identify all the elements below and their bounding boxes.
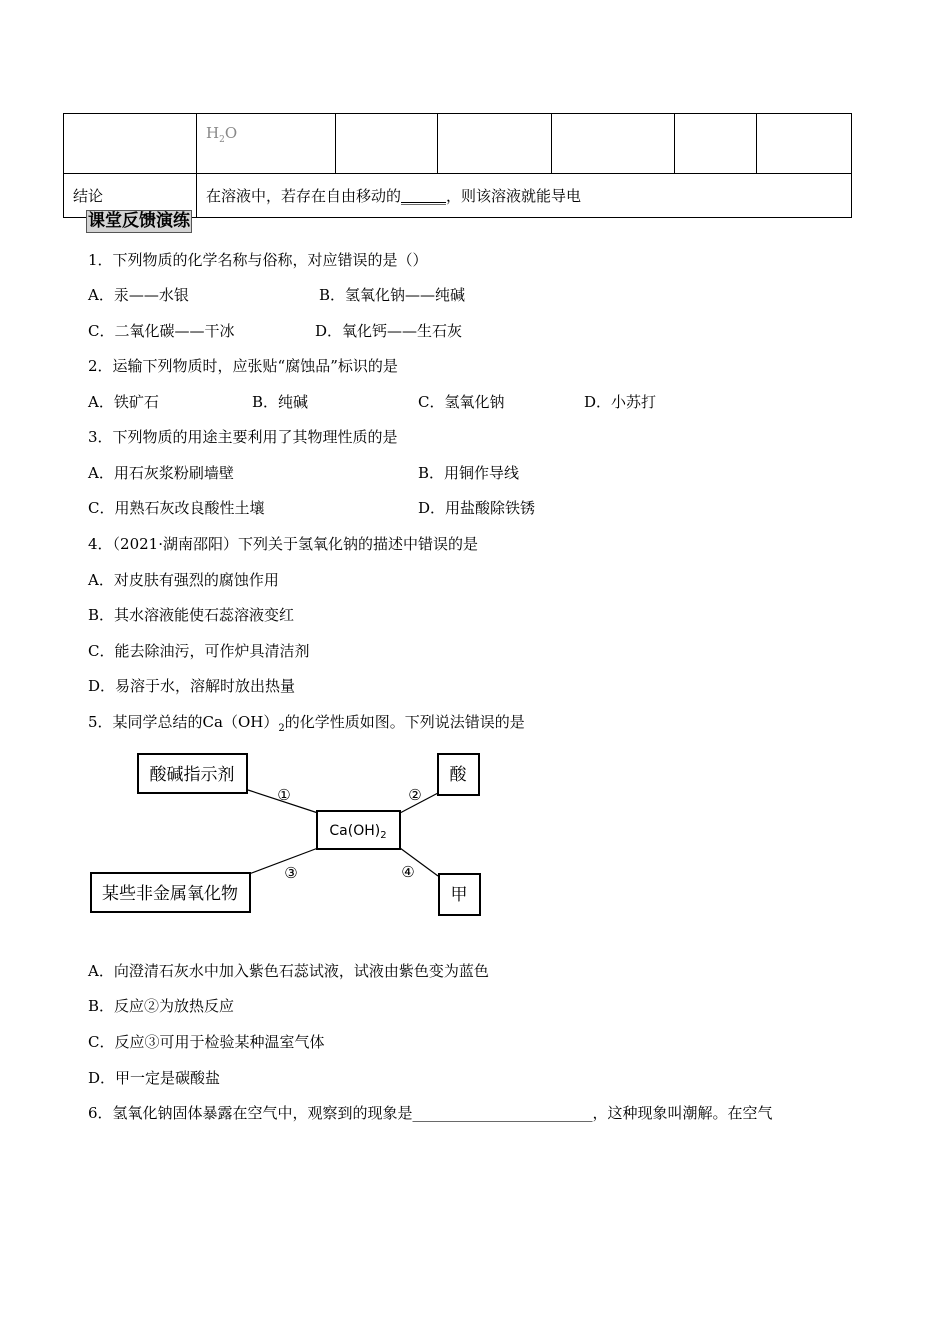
q3-option-a[interactable]: A．用石灰浆粉刷墙壁: [88, 464, 234, 482]
q4-option-c[interactable]: C．能去除油污，可作炉具清洁剂: [88, 642, 310, 660]
q5-option-c[interactable]: C．反应③可用于检验某种温室气体: [88, 1033, 325, 1051]
q5-option-a[interactable]: A．向澄清石灰水中加入紫色石蕊试液，试液由紫色变为蓝色: [88, 962, 489, 980]
acid-label: 酸: [449, 765, 467, 785]
q2-option-b[interactable]: B．纯碱: [252, 393, 309, 411]
q1-option-d[interactable]: D．氧化钙——生石灰: [315, 322, 463, 340]
question-1-stem: 1．下列物质的化学名称与俗称，对应错误的是（）: [88, 251, 428, 269]
table-cell: [675, 114, 757, 174]
table-cell: [552, 114, 675, 174]
conclusion-blank[interactable]: ______: [401, 187, 447, 205]
center-label: $Ca(OH)_2$: [329, 823, 387, 841]
table-cell-h2o: $H_2O$: [197, 114, 336, 174]
q4-option-b[interactable]: B．其水溶液能使石蕊溶液变红: [88, 606, 295, 624]
table-cell: [64, 114, 197, 174]
q2-option-a[interactable]: A．铁矿石: [88, 393, 159, 411]
reaction-number-3: ③: [284, 864, 298, 882]
q2-option-d[interactable]: D．小苏打: [584, 393, 657, 411]
table-cell: [336, 114, 438, 174]
reaction-number-2: ②: [408, 786, 422, 804]
section-title: 课堂反馈演练: [88, 211, 190, 231]
question-2-stem: 2．运输下列物质时，应张贴“腐蚀品”标识的是: [88, 357, 398, 375]
q1-option-b[interactable]: B．氢氧化钠——纯碱: [319, 286, 466, 304]
question-3-stem: 3．下列物质的用途主要利用了其物理性质的是: [88, 428, 398, 446]
q1-option-a[interactable]: A．汞——水银: [88, 286, 189, 304]
question-4-stem: 4．（2021·湖南邵阳）下列关于氢氧化钠的描述中错误的是: [88, 535, 478, 553]
q6-answer-blank[interactable]: ________________________: [412, 1104, 593, 1122]
q4-option-d[interactable]: D．易溶于水，溶解时放出热量: [88, 677, 296, 695]
q3-option-b[interactable]: B．用铜作导线: [418, 464, 520, 482]
table-cell: [438, 114, 552, 174]
caoh2-property-diagram: [86, 748, 486, 920]
q3-option-c[interactable]: C．用熟石灰改良酸性土壤: [88, 499, 265, 517]
q2-option-c[interactable]: C．氢氧化钠: [418, 393, 505, 411]
q4-option-a[interactable]: A．对皮肤有强烈的腐蚀作用: [88, 571, 279, 589]
indicator-label: 酸碱指示剂: [149, 765, 235, 785]
table-cell: [757, 114, 852, 174]
reaction-number-4: ④: [401, 863, 415, 881]
question-5-stem: 5．某同学总结的$Ca(OH)_2$的化学性质如图。下列说法错误的是: [88, 713, 525, 734]
conductivity-table: [63, 113, 852, 218]
q1-option-c[interactable]: C．二氧化碳——干冰: [88, 322, 235, 340]
q3-option-d[interactable]: D．用盐酸除铁锈: [418, 499, 536, 517]
jia-label: 甲: [450, 885, 468, 905]
question-6-stem: 6．氢氧化钠固体暴露在空气中，观察到的现象是________________________，这种现象叫潮解。在空气: [88, 1104, 773, 1122]
table-row: [64, 114, 852, 174]
q5-option-b[interactable]: B．反应②为放热反应: [88, 997, 235, 1015]
conclusion-label: 结论: [64, 174, 197, 218]
nonmetal-oxide-label: 某些非金属氧化物: [102, 884, 238, 904]
conclusion-text: 在溶液中，若存在自由移动的______，则该溶液就能导电: [197, 174, 852, 218]
reaction-number-1: ①: [277, 786, 291, 804]
q5-option-d[interactable]: D．甲一定是碳酸盐: [88, 1069, 221, 1087]
